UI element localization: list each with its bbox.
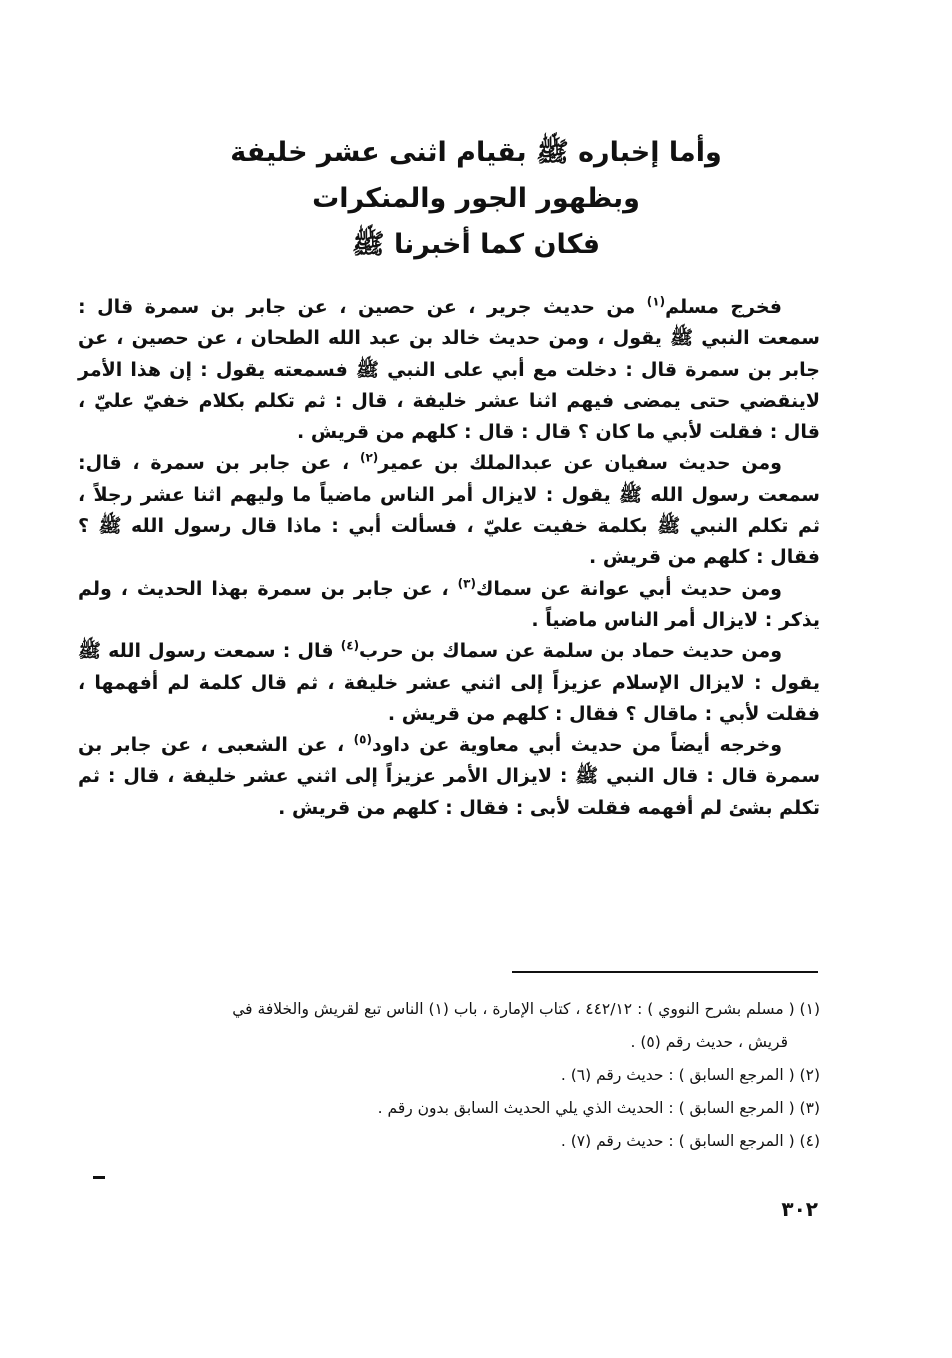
body-text	[78, 292, 820, 824]
paragraph	[78, 636, 820, 730]
paragraph-text: ، عن جابر بن سمرة ، قال: سمعت رسول الله ﷺ يقول : لايزال أمر الناس ماضياً ما وليهم اثنا عشر رجلاً ، ثم تكلم النبي ﷺ بكلمة خفيت عليّ ، فسألت أبي : ماذا قال رسول الله ﷺ ؟ فقال : كلهم من قريش .	[78, 452, 820, 569]
chapter-heading	[60, 130, 892, 268]
paragraph	[78, 574, 820, 637]
paragraph	[78, 730, 820, 824]
paragraph-text: من حديث جرير ، عن حصين ، عن جابر بن سمرة قال : سمعت النبي ﷺ يقول ، ومن حديث خالد بن عبد الله الطحان ، عن حصين ، عن جابر بن سمرة قال : دخلت مع أبي على النبي ﷺ فسمعته يقول : إن هذا الأمر لاينقضي حتى يمضى فيهم اثنا عشر خليفة ، قال : ثم تكلم بكلام خفيّ عليّ ، قال : فقلت لأبي ما كان ؟ قال : قال : كلهم من قريش .	[78, 296, 820, 444]
paragraph-text: فخرج مسلم	[665, 296, 782, 318]
footnote-continuation: قريش ، حديث رقم (٥) .	[630, 1033, 788, 1051]
footnote: (٤) ( المرجع السابق ) : حديث رقم (٧) .	[560, 1132, 820, 1150]
paragraph-text: ومن حديث أبي عوانة عن سماك	[475, 577, 782, 600]
paragraph	[78, 448, 820, 573]
paragraph-text: ، عن جابر بن سمرة بهذا الحديث ، ولم يذكر : لايزال أمر الناس ماضياً .	[78, 577, 820, 631]
paragraph	[78, 292, 820, 448]
paragraph-text: ، عن الشعبى ، عن جابر بن سمرة قال : قال النبي ﷺ : لايزال الأمر عزيزاً إلى اثني عشر خليفة ، قال : ثم تكلم بشئ لم أفهمه فقلت لأبى : فقال : كلهم من قريش .	[78, 734, 820, 819]
page-number: ٣٠٢	[781, 1197, 818, 1221]
paragraph-text: ومن حديث سفيان عن عبدالملك بن عمير	[378, 452, 782, 475]
heading-line-2: وبظهور الجور والمنكرات	[312, 183, 640, 214]
footnote-ref: (١)	[646, 294, 666, 309]
heading-line-1: وأما إخباره ﷺ بقيام اثنى عشر خليفة	[230, 137, 722, 168]
footnote-ref: (٣)	[457, 576, 476, 591]
footnote: (١) ( مسلم بشرح النووي ) : ٤٤٢/١٢ ، كتاب الإمارة ، باب (١) الناس تبع لقريش والخلافة في	[232, 1000, 820, 1018]
footnote: (٣) ( المرجع السابق ) : الحديث الذي يلي الحديث السابق بدون رقم .	[377, 1099, 820, 1117]
footnote-ref: (٥)	[353, 732, 372, 747]
margin-mark	[93, 1176, 105, 1179]
footnote-ref: (٤)	[340, 638, 360, 653]
paragraph-text: وخرجه أيضاً من حديث أبي معاوية عن داود	[371, 734, 782, 757]
paragraph-text: ومن حديث حماد بن سلمة عن سماك بن حرب	[359, 640, 782, 663]
footnote-divider	[512, 971, 818, 973]
footnotes	[78, 993, 820, 1158]
paragraph-text: قال : سمعت رسول الله ﷺ يقول : لايزال الإسلام عزيزاً إلى اثني عشر خليفة ، ثم قال كلمة لم أفهمها ، فقلت لأبي : ماقال ؟ فقال : كلهم من قريش .	[78, 640, 820, 725]
footnote-ref: (٢)	[359, 451, 379, 466]
heading-line-3: فكان كما أخبرنا ﷺ	[351, 229, 601, 260]
footnote: (٢) ( المرجع السابق ) : حديث رقم (٦) .	[560, 1066, 820, 1084]
